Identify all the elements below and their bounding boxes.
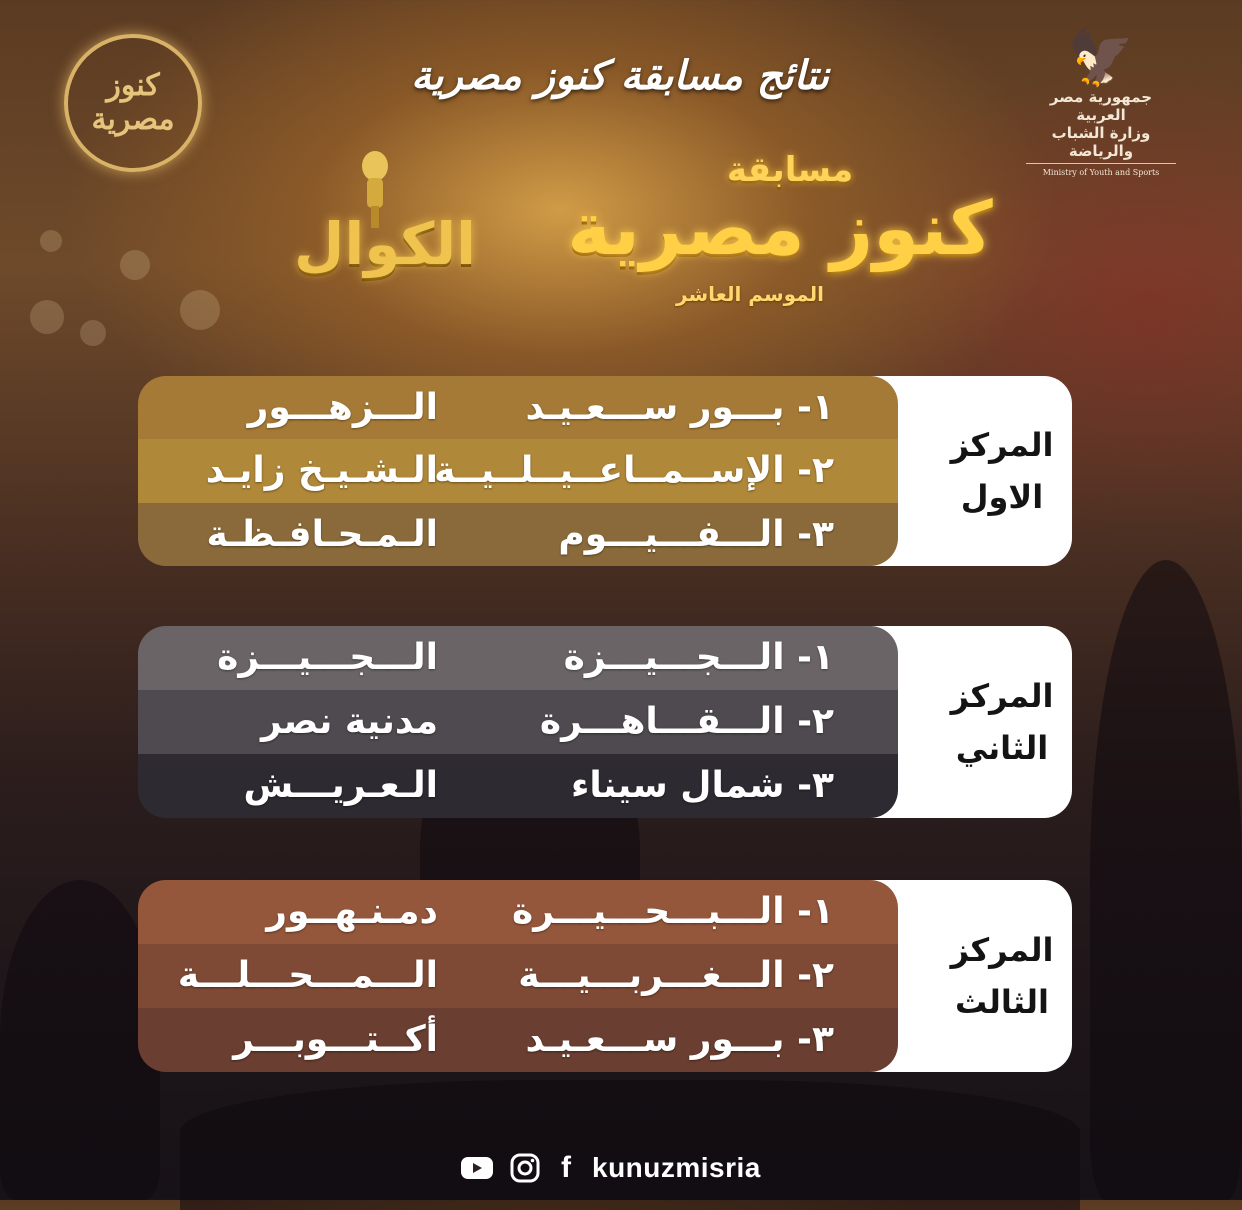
brand-name: كنوز مصرية [567,186,993,272]
rank-label: المركز الاول [950,426,1054,516]
results-third-place [138,880,1072,1072]
branch-name: مدنية نصر [260,701,438,742]
ministry-arabic-name: جمهورية مصر العربية وزارة الشباب والرياضة [1026,88,1176,164]
facebook-icon[interactable]: f [561,1151,571,1184]
governorate-name: ١- بـــور ســـعـيـد [525,387,834,428]
youtube-icon[interactable] [460,1155,494,1181]
social-handle[interactable]: kunuzmisria [592,1152,761,1183]
branch-name: أكــتـــوبـــر [233,1019,438,1060]
background-bokeh-1 [30,300,64,334]
ministry-english-name: Ministry of Youth and Sports [1042,168,1160,177]
governorate-name: ١- الـــجـــيـــزة [563,637,834,678]
background-crowd-3 [1090,560,1242,1200]
branch-name: الـشـيـخ زايـد [205,450,438,491]
eagle-emblem-icon: 🦅 [1067,26,1135,89]
instagram-icon[interactable] [510,1153,540,1183]
results-second-place [138,626,1072,818]
rank-label: المركز الثاني [950,677,1054,767]
category-title: الكوال [294,210,476,278]
kunuz-logo-line2: مصرية [91,102,175,137]
governorate-name: ١- الـــبـــحـــيـــرة [512,891,834,932]
governorate-name: ٣- الـــفـــيـــوم [558,514,834,555]
brand-prefix: مسابقة [726,150,854,190]
branch-name: الـــجـــيـــزة [217,637,438,678]
background-bokeh-3 [180,290,220,330]
branch-name: دمـنـهــور [266,891,438,932]
result-row [138,754,898,818]
ministry-logo [1026,28,1176,177]
results-first-place [138,376,1072,566]
governorate-name: ٣- بـــور ســـعـيـد [525,1019,834,1060]
results-bar [138,880,898,1072]
result-row [138,376,898,439]
governorate-name: ٢- الـــغـــربـــيـــة [518,955,834,996]
background-crowd-1 [0,880,160,1200]
governorate-name: ٢- الـــقـــاهـــرة [539,701,834,742]
result-row [138,690,898,754]
governorate-name: ٢- الإســمــاعــيــلــيــة [434,450,834,491]
result-row [138,944,898,1008]
result-row [138,439,898,503]
background-bokeh-5 [120,250,150,280]
kunuz-logo [64,34,202,172]
branch-name: الـمـحـافـظـة [206,514,438,555]
governorate-name: ٣- شمال سيناء [571,765,834,806]
competition-brand [520,150,1040,310]
result-row [138,503,898,566]
result-row [138,626,898,690]
social-footer [460,1148,761,1188]
results-bar [138,376,898,566]
brand-season: الموسم العاشر [676,282,824,306]
result-row [138,1008,898,1072]
background-bokeh-4 [40,230,62,252]
background-bokeh-2 [80,320,106,346]
branch-name: الـــمـــحـــلـــة [177,955,438,996]
rank-label: المركز الثالث [950,931,1054,1021]
background-crowd-4 [180,1080,1080,1210]
branch-name: الـعـريـــش [243,765,438,806]
branch-name: الـــزهـــور [247,387,438,428]
results-bar [138,626,898,818]
page-title: نتائج مسابقة كنوز مصرية [410,52,830,99]
result-row [138,880,898,944]
kunuz-logo-line1: كنوز [106,68,160,103]
